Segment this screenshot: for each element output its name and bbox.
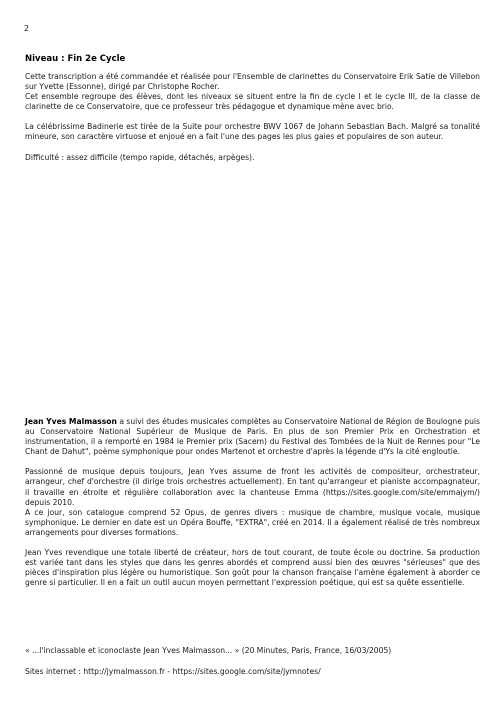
- intro-paragraph: Cet ensemble regroupe des élèves, dont les niveaux se situent entre la fin de cycle I et le cycle III, de la classe de clarinette de ce Conservatoire, que ce professeur très pédagogue et dynamique mène avec brio.: [25, 92, 480, 112]
- bio-paragraph: Passionné de musique depuis toujours, Jean Yves assume de front les activités de compositeur, orchestrateur, arrangeur, chef d'orchestre (il dirige trois orchestres actuellement). En tant qu'arrangeur et pianiste accompagnateur, il travaille en étroite et régulière collaboration avec la chanteuse Emma (https://sites.google.com/site/emmajym/) depuis 2010.: [25, 467, 480, 507]
- level-heading: Niveau : Fin 2e Cycle: [25, 54, 126, 64]
- bio-paragraph: A ce jour, son catalogue comprend 52 Opus, de genres divers : musique de chambre, musique vocale, musique symphonique. Le dernier en date est un Opéra Bouffe, "EXTRA", créé en 2014. Il a également réalisé de très nombreux arrangements pour diverses formations.: [25, 507, 480, 537]
- page-number: 2: [24, 24, 30, 33]
- bio-paragraph-text: a suivi des études musicales complètes au Conservatoire National de Région de Boulogne puis au Conservatoire National Supérieur de Musique de Paris. En plus de son Premier Prix en Orchestration et instrumentation, il a remporté en 1984 le Premier prix (Sacem) du Festival des Tombées de la Nuit de Rennes pour "Le Chant de Dahut", poème symphonique pour ondes Martenot et orchestre d'après la légende d'Ys la cité engloutie.: [25, 417, 481, 457]
- bio-paragraph: Jean Yves revendique une totale liberté de créateur, hors de tout courant, de toute école ou doctrine. Sa production est variée tant dans les styles que dans les genres abordés et comprend aussi bien des œuvres "sérieuses" que des pièces d'inspiration plus légère ou humoristique. Son goût pour la chanson française l'amène également à aborder ce genre si particulier. Il en a fait un outil aucun moyen permettant l'expression poétique, qui est sa quête essentielle.: [25, 548, 480, 588]
- bio-paragraph: [25, 417, 480, 457]
- intro-paragraph: Cette transcription a été commandée et réalisée pour l'Ensemble de clarinettes du Conservatoire Erik Satie de Villebon sur Yvette (Essonne), dirigé par Christophe Rocher.: [25, 72, 480, 92]
- intro-section: [25, 72, 480, 163]
- websites-line: Sites internet : http://jymalmasson.fr - https://sites.google.com/site/jymnotes/: [25, 667, 321, 676]
- difficulty-text: Difficulté : assez difficile (tempo rapide, détachés, arpèges).: [25, 152, 255, 162]
- press-quote: « ...l'inclassable et iconoclaste Jean Yves Malmasson... » (20 Minutes, Paris, France, 16/03/2005): [25, 646, 392, 655]
- biography-section: [25, 417, 480, 588]
- intro-paragraph: La célébrissime Badinerie est tirée de la Suite pour orchestre BWV 1067 de Johann Sebastian Bach. Malgré sa tonalité mineure, son caractère virtuose et enjoué en a fait l'une des pages les plus gaies et populaires de son auteur.: [25, 122, 480, 142]
- composer-name: Jean Yves Malmasson: [25, 417, 117, 426]
